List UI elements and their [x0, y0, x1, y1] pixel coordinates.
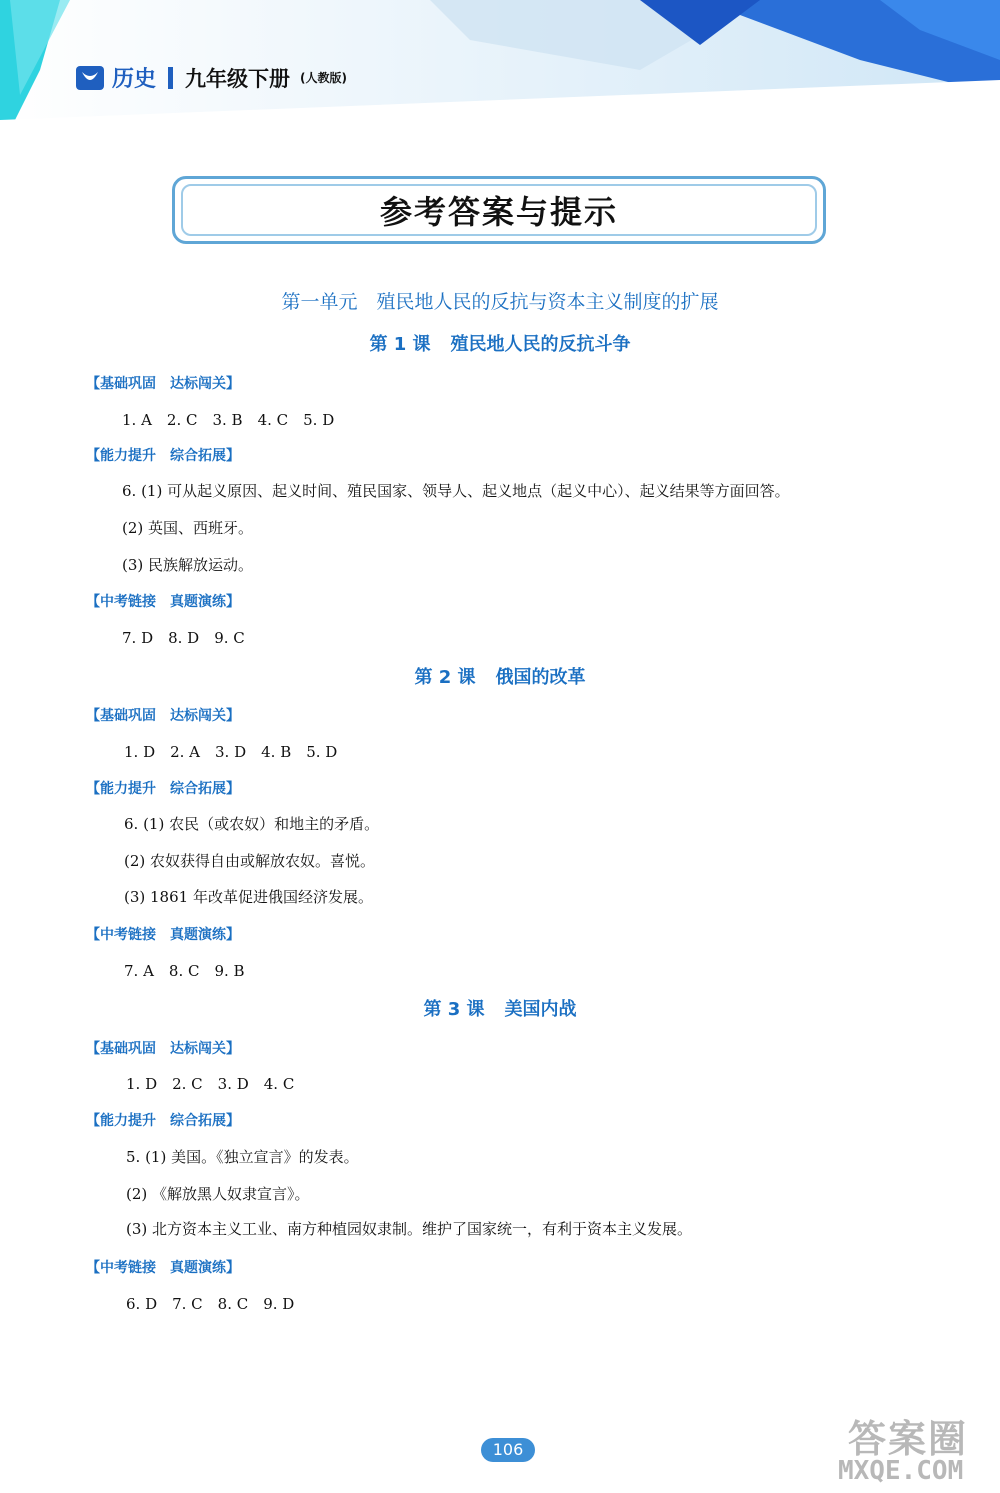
lesson-3-exam-section: 【中考链接 真题演练】: [86, 1260, 240, 1276]
lesson-2-exam-answers: 7. A 8. C 9. B: [124, 962, 245, 980]
lesson-2-ability-section: 【能力提升 综合拓展】: [86, 781, 240, 797]
edition-label: (人教版): [300, 71, 347, 85]
lesson-3-basic-answers: 1. D 2. C 3. D 4. C: [126, 1075, 295, 1093]
lesson-2-heading: [0, 663, 1000, 689]
lesson-2-basic-answers: 1. D 2. A 3. D 4. B 5. D: [124, 743, 338, 761]
page-title: 参考答案与提示: [379, 193, 618, 231]
lesson-1-name: 殖民地人民的反抗斗争: [450, 334, 631, 355]
title-frame: [172, 176, 826, 244]
book-header: [76, 62, 347, 93]
lesson-2-basic-section: 【基础巩固 达标闯关】: [86, 708, 240, 724]
grade-label: 九年级下册: [185, 65, 291, 91]
lesson-3-q-part1: 5. (1) 美国。《独立宣言》的发表。: [126, 1148, 359, 1166]
lesson-2-q-part3: (3) 1861 年改革促进俄国经济发展。: [124, 888, 373, 906]
lesson-1-exam-answers: 7. D 8. D 9. C: [122, 629, 245, 647]
lesson-2-number: 第 2 课: [414, 667, 476, 688]
unit-heading: 第一单元 殖民地人民的反抗与资本主义制度的扩展: [281, 291, 719, 313]
lesson-2-exam-section: 【中考链接 真题演练】: [86, 927, 240, 943]
lesson-3-name: 美国内战: [504, 999, 577, 1020]
lesson-3-exam-answers: 6. D 7. C 8. C 9. D: [126, 1295, 295, 1313]
subject-label: 历史: [112, 67, 157, 92]
watermark-logo-text: 答案圈: [848, 1417, 969, 1461]
lesson-3-basic-section: 【基础巩固 达标闯关】: [86, 1041, 240, 1057]
lesson-1-q-part2: (2) 英国、西班牙。: [122, 519, 254, 537]
watermark-url: MXQE.COM: [838, 1456, 964, 1486]
page-number: 106: [481, 1438, 535, 1462]
lesson-2-q-part1: 6. (1) 农民（或农奴）和地主的矛盾。: [124, 815, 380, 833]
lesson-3-ability-section: 【能力提升 综合拓展】: [86, 1113, 240, 1129]
lesson-1-number: 第 1 课: [369, 334, 431, 355]
lesson-1-basic-answers: 1. A 2. C 3. B 4. C 5. D: [122, 411, 335, 429]
lesson-2-q-part2: (2) 农奴获得自由或解放农奴。喜悦。: [124, 852, 376, 870]
title-inner-frame: [181, 184, 817, 236]
lesson-1-q-part3: (3) 民族解放运动。: [122, 556, 254, 574]
lesson-1-heading: [0, 330, 1000, 356]
lesson-1-exam-section: 【中考链接 真题演练】: [86, 594, 240, 610]
lesson-2-name: 俄国的改革: [495, 667, 586, 688]
lesson-3-q-part2: (2) 《解放黑人奴隶宣言》。: [126, 1185, 310, 1203]
lesson-1-q-part1: 6. (1) 可从起义原因、起义时间、殖民国家、领导人、起义地点（起义中心）、起义结果等方面回答。: [122, 482, 790, 500]
lesson-3-q-part3: (3) 北方资本主义工业、南方种植园奴隶制。维护了国家统一，有利于资本主义发展。: [126, 1220, 693, 1238]
lesson-1-basic-section: 【基础巩固 达标闯关】: [86, 376, 240, 392]
leaf-logo-icon: [76, 66, 104, 90]
lesson-3-number: 第 3 课: [423, 999, 485, 1020]
lesson-3-heading: [0, 995, 1000, 1021]
lesson-1-ability-section: 【能力提升 综合拓展】: [86, 448, 240, 464]
header-divider: [168, 67, 173, 89]
site-watermark: [820, 1400, 1000, 1493]
